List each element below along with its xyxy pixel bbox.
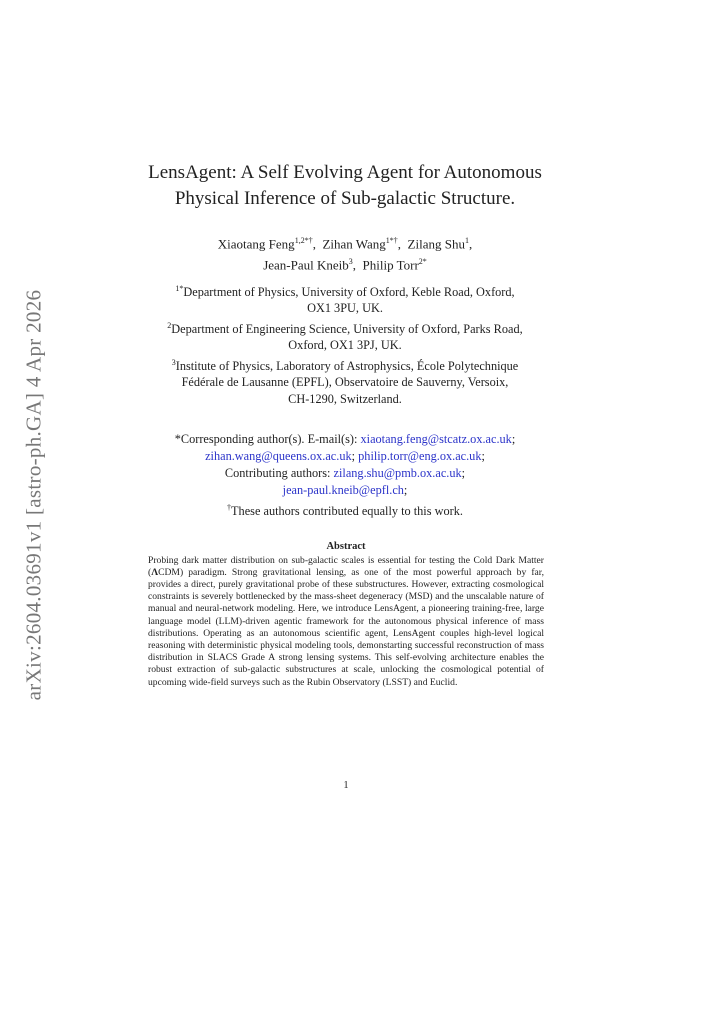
author-affil-mark: 3: [348, 257, 353, 267]
author-affil-mark: 2*: [418, 257, 427, 267]
author-affil-mark: 1: [464, 236, 469, 245]
affiliation-mark: 1*: [175, 283, 184, 293]
paper-first-page: [130, 160, 560, 689]
abstract-heading: Abstract: [326, 540, 366, 552]
contact-block: *Corresponding author(s). E-mail(s): xiaotang.feng@stcatz.ox.ac.uk; zihan.wang@queens.ox.ac.uk; philip.torr@eng.ox.ac.uk; Contributing authors: zilang.shu@pmb.ox.ac.uk; jean-paul.kneib@epfl.ch; †These authors contributed equally to this work.: [130, 431, 560, 520]
paper-title: [130, 160, 560, 212]
author-name: Philip Torr: [362, 257, 419, 273]
author-affil-mark: 1*†: [385, 236, 398, 245]
author-line-2: Jean-Paul Kneib$^3$, Philip Torr$^{2*}$: [263, 257, 427, 273]
author-name: Zihan Wang: [322, 236, 386, 252]
lambda-symbol: Λ: [151, 566, 159, 578]
email-link[interactable]: jean-paul.kneib@epfl.ch: [282, 483, 404, 498]
affiliation-mark: 3: [171, 357, 176, 367]
equal-contribution-note: †These authors contributed equally to this work.: [227, 503, 463, 519]
author-list: [130, 232, 560, 275]
abstract-section: [148, 541, 544, 689]
title-line-2: Physical Inference of Sub-galactic Structure.: [174, 188, 516, 209]
email-link[interactable]: zihan.wang@queens.ox.ac.uk: [205, 449, 352, 464]
email-link[interactable]: xiaotang.feng@stcatz.ox.ac.uk: [360, 432, 512, 447]
email-link[interactable]: philip.torr@eng.ox.ac.uk: [358, 449, 482, 464]
affiliation-1: $^{1*}$Department of Physics, University of Oxford, Keble Road, Oxford, OX1 3PU, UK.: [175, 283, 515, 316]
contributing-label: Contributing authors:: [224, 466, 331, 481]
arxiv-identifier: arXiv:2604.03691v1 [astro-ph.GA] 4 Apr 2026: [21, 289, 46, 701]
title-line-1: LensAgent: A Self Evolving Agent for Autonomous: [148, 162, 542, 183]
corresponding-label: *Corresponding author(s). E-mail(s):: [174, 432, 358, 447]
author-line-1: Xiaotang Feng$^{1,2*\dagger}$, Zihan Wang$^{1*\dagger}$, Zilang Shu$^1$,: [217, 236, 473, 252]
arxiv-sidebar: [12, 270, 56, 720]
page-number: 1: [343, 780, 349, 791]
author-affil-mark: 1,2*†: [294, 236, 313, 245]
affiliations: [130, 281, 560, 408]
email-link[interactable]: zilang.shu@pmb.ox.ac.uk: [333, 466, 462, 481]
abstract-body: Probing dark matter distribution on sub-galactic scales is essential for testing the Cold Dark Matter (ΛCDM) paradigm. Strong gravitational lensing, as one of the most powerful approach by far, provides a direct, purely gravitational probe of these substructures. However, extracting cosmological constraints is severely bottlenecked by the mass-sheet degeneracy (MSD) and the unscalable nature of manual and neural-network modeling. Here, we introduce LensAgent, a pioneering training-free, large language model (LLM)-driven agentic framework for the autonomous physical inference of mass distributions. Operating as an autonomous scientific agent, LensAgent couples high-level logical reasoning with deterministic physical modeling tools, demonstarting successful reconstruction of mass distribution in SLACS Grade A strong lensing systems. This self-evolving architecture enables the robust extraction of sub-galactic substructures at scale, unlocking the cosmological potential of upcoming wide-field surveys such as the Rubin Observatory (LSST) and Euclid.: [148, 554, 544, 688]
author-name: Zilang Shu: [407, 236, 465, 252]
affiliation-2: $^2$Department of Engineering Science, University of Oxford, Parks Road, Oxford, OX1 3PJ, UK.: [167, 320, 523, 353]
author-name: Jean-Paul Kneib: [263, 257, 349, 273]
affiliation-mark: 2: [167, 320, 172, 330]
affiliation-3: $^3$Institute of Physics, Laboratory of Astrophysics, École Polytechnique Fédérale de Lausanne (EPFL), Observatoire de Sauverny, Versoix, CH-1290, Switzerland.: [171, 357, 519, 406]
author-name: Xiaotang Feng: [217, 236, 295, 252]
dagger-mark: †: [227, 503, 232, 513]
